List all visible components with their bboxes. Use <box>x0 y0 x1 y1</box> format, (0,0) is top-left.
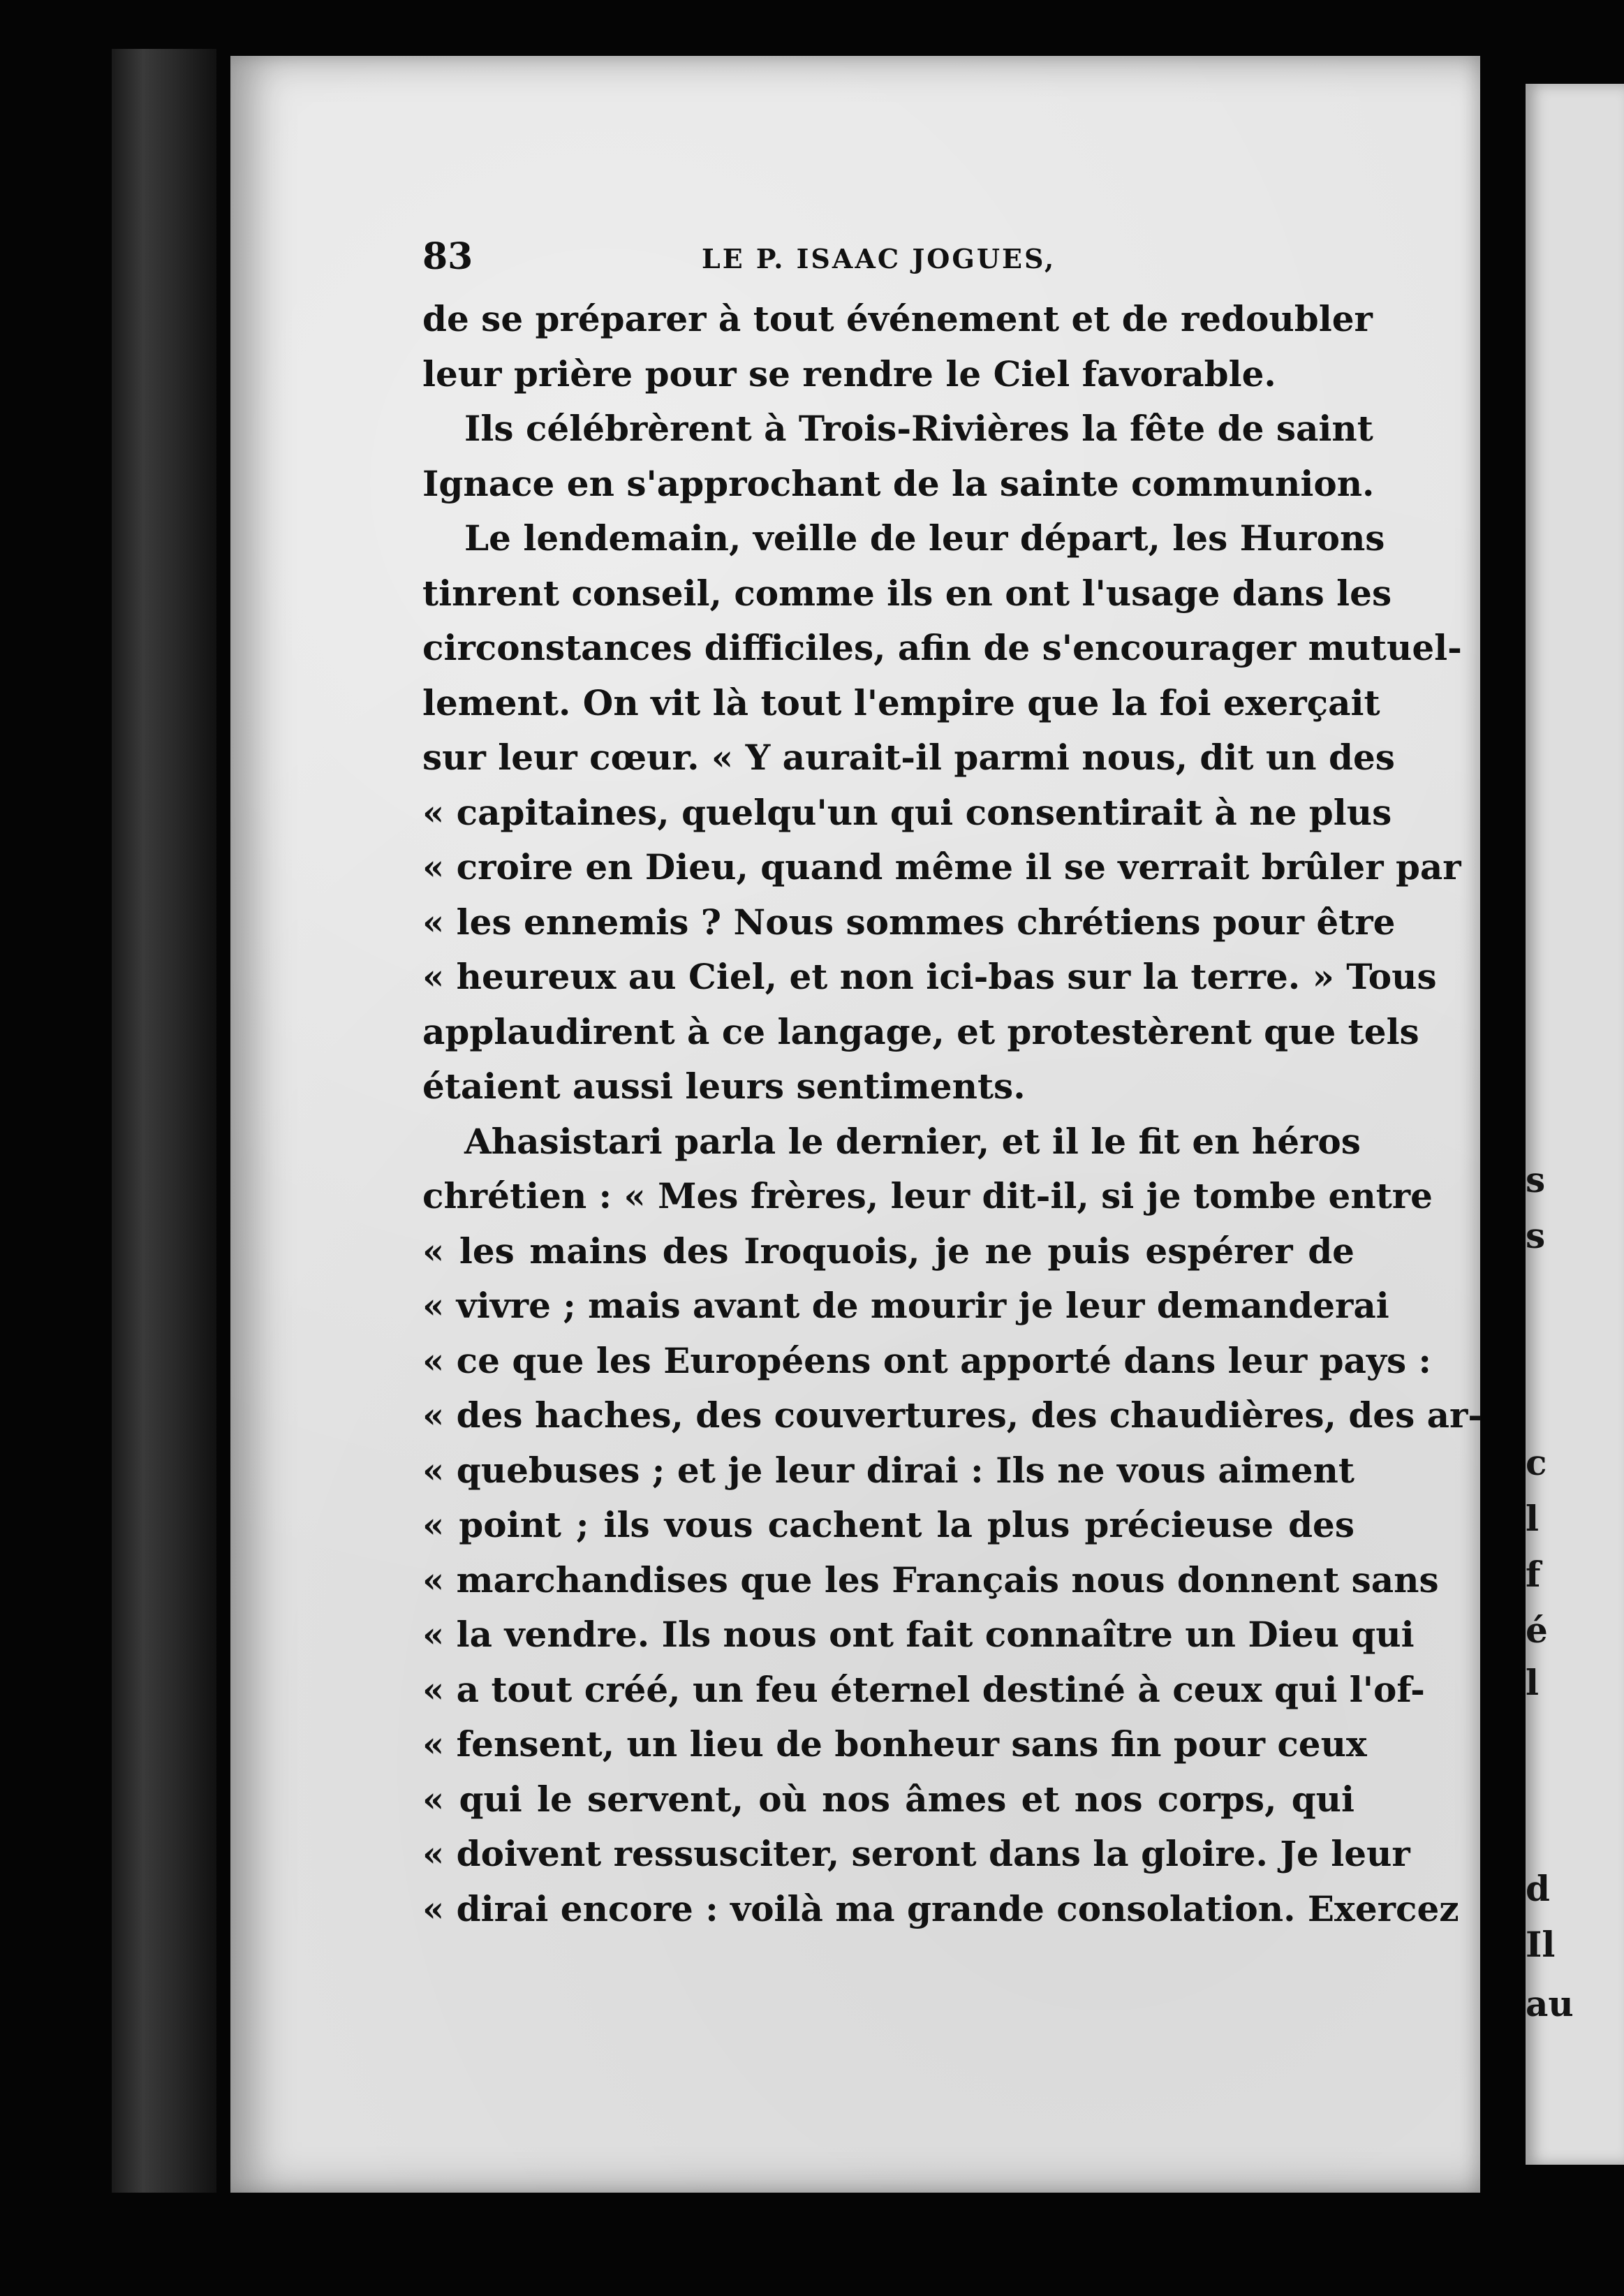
right-page-fragment: s <box>1526 1215 1546 1256</box>
book-spine <box>112 49 216 2193</box>
right-page-fragment: s <box>1526 1159 1546 1200</box>
page-number: 83 <box>422 235 473 278</box>
text-line: « qui le servent, où nos âmes et nos corps, qui <box>422 1778 1354 1820</box>
right-page-fragment: é <box>1526 1610 1548 1651</box>
text-line: « des haches, des couvertures, des chaudières, des ar- <box>422 1394 1483 1436</box>
text-line: « la vendre. Ils nous ont fait connaître un Dieu qui <box>422 1614 1415 1655</box>
text-line: « quebuses ; et je leur dirai : Ils ne vous aiment <box>422 1449 1354 1491</box>
text-line: « fensent, un lieu de bonheur sans fin pour ceux <box>422 1723 1367 1765</box>
text-line: de se préparer à tout événement et de redoubler <box>422 298 1373 339</box>
right-page-fragment: d <box>1526 1868 1550 1909</box>
right-page-fragment: au <box>1526 1983 1574 2024</box>
text-line: tinrent conseil, comme ils en ont l'usage dans les <box>422 572 1392 614</box>
text-line: « capitaines, quelqu'un qui consentirait à ne plus <box>422 791 1392 833</box>
text-line: Ahasistari parla le dernier, et il le fit en héros <box>464 1120 1361 1162</box>
text-line: « dirai encore : voilà ma grande consolation. Exercez <box>422 1887 1459 1929</box>
text-line: Ils célébrèrent à Trois-Rivières la fête de saint <box>464 408 1373 449</box>
text-line: « doivent ressusciter, seront dans la gloire. Je leur <box>422 1833 1410 1874</box>
text-line: « point ; ils vous cachent la plus précieuse des <box>422 1504 1354 1545</box>
text-line: étaient aussi leurs sentiments. <box>422 1066 1026 1107</box>
right-page-edge <box>1526 84 1624 2165</box>
page-header <box>422 236 1354 278</box>
text-line: Ignace en s'approchant de la sainte communion. <box>422 462 1375 504</box>
text-line: « heureux au Ciel, et non ici-bas sur la terre. » Tous <box>422 956 1437 997</box>
text-line: « les mains des Iroquois, je ne puis espérer de <box>422 1230 1354 1272</box>
running-title: LE P. ISAAC JOGUES, <box>702 243 1056 274</box>
right-page-fragment: Il <box>1526 1924 1556 1965</box>
body-text <box>422 292 1483 1936</box>
text-line: « les ennemis ? Nous sommes chrétiens pour être <box>422 901 1396 943</box>
text-line: « marchandises que les Français nous donnent sans <box>422 1559 1439 1600</box>
text-line: « vivre ; mais avant de mourir je leur demanderai <box>422 1285 1389 1326</box>
text-line: lement. On vit là tout l'empire que la foi exerçait <box>422 682 1380 723</box>
text-line: « ce que les Européens ont apporté dans leur pays : <box>422 1339 1431 1381</box>
right-page-fragment: l <box>1526 1498 1539 1539</box>
text-line: circonstances difficiles, afin de s'encourager mutuel- <box>422 627 1462 668</box>
text-line: leur prière pour se rendre le Ciel favorable. <box>422 353 1276 395</box>
right-page-fragment: c <box>1526 1442 1547 1483</box>
text-line: applaudirent à ce langage, et protestèrent que tels <box>422 1010 1419 1052</box>
text-line: « a tout créé, un feu éternel destiné à ceux qui l'of- <box>422 1668 1425 1710</box>
text-line: sur leur cœur. « Y aurait-il parmi nous, dit un des <box>422 737 1395 778</box>
right-page-fragment: l <box>1526 1662 1539 1703</box>
text-line: chrétien : « Mes frères, leur dit-il, si je tombe entre <box>422 1175 1433 1216</box>
text-line: Le lendemain, veille de leur départ, les Hurons <box>464 517 1385 559</box>
text-line: « croire en Dieu, quand même il se verrait brûler par <box>422 846 1461 888</box>
right-page-fragment: f <box>1526 1554 1541 1595</box>
